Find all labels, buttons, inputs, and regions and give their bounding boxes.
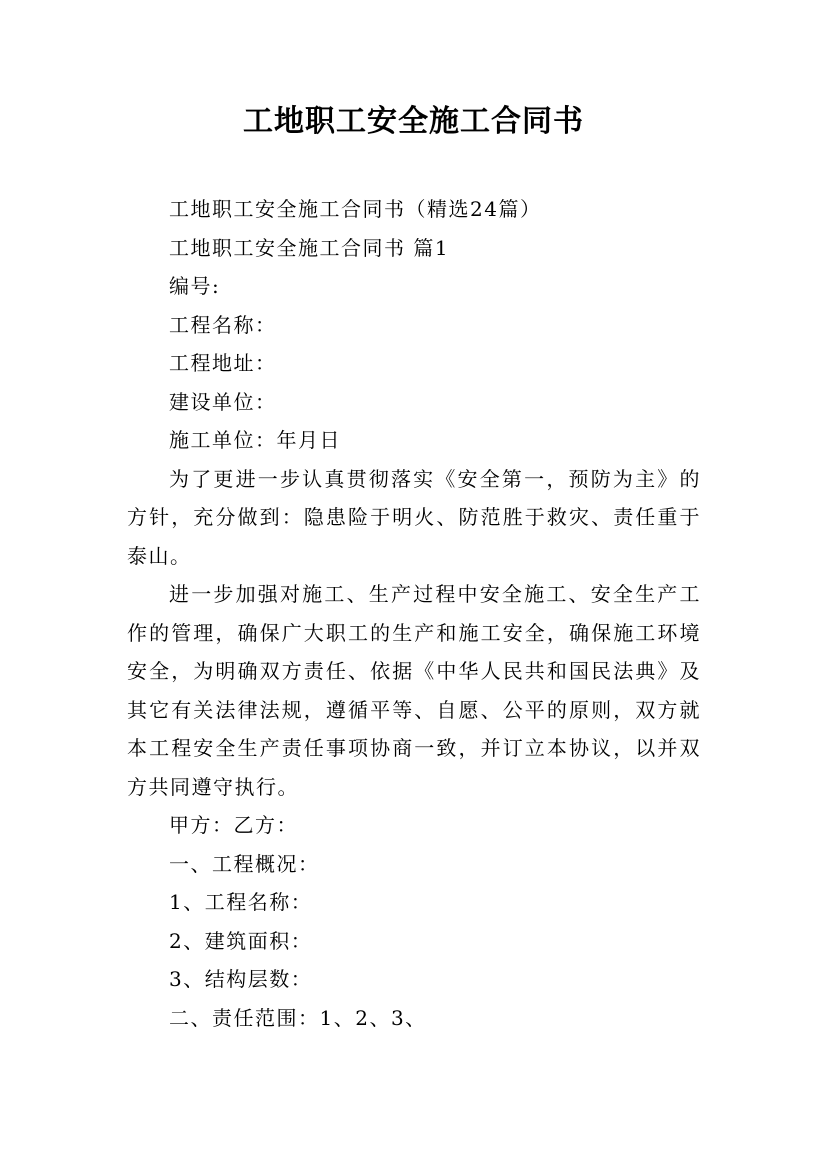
- field-parties: 甲方：乙方：: [169, 813, 298, 837]
- document-body: [127, 190, 701, 1037]
- list-item: 3、结构层数：: [169, 967, 313, 991]
- field-project-name: 工程名称：: [169, 312, 277, 337]
- section-heading: 二、责任范围：1、2、3、: [169, 1005, 427, 1030]
- list-item: 1、工程名称：: [169, 890, 313, 914]
- field-number: 编号:: [169, 274, 221, 298]
- body-paragraph: 为了更进一步认真贯彻落实《安全第一，预防为主》的方针，充分做到：隐患险于明火、防范胜于救灾、责任重于泰山。: [127, 466, 701, 568]
- body-paragraph: 进一步加强对施工、生产过程中安全施工、安全生产工作的管理，确保广大职工的生产和施工安全，确保施工环境安全，为明确双方责任、依据《中华人民共和国民法典》及其它有关法律法规，遵循平等、自愿、公平的原则，双方就本工程安全生产责任事项协商一致，并订立本协议，以并双方共同遵守执行。: [127, 582, 701, 799]
- section-heading: 工地职工安全施工合同书 篇1: [169, 235, 450, 260]
- list-item: 2、建筑面积：: [169, 928, 313, 953]
- subtitle-paragraph: 工地职工安全施工合同书（精选24篇）: [169, 197, 542, 221]
- document-title: 工地职工安全施工合同书: [243, 104, 584, 139]
- field-project-address: 工程地址：: [169, 351, 277, 375]
- field-construction-owner: 建设单位：: [169, 389, 277, 414]
- section-heading: 一、工程概况：: [169, 851, 320, 876]
- field-contractor-date: 施工单位：年月日: [169, 428, 341, 452]
